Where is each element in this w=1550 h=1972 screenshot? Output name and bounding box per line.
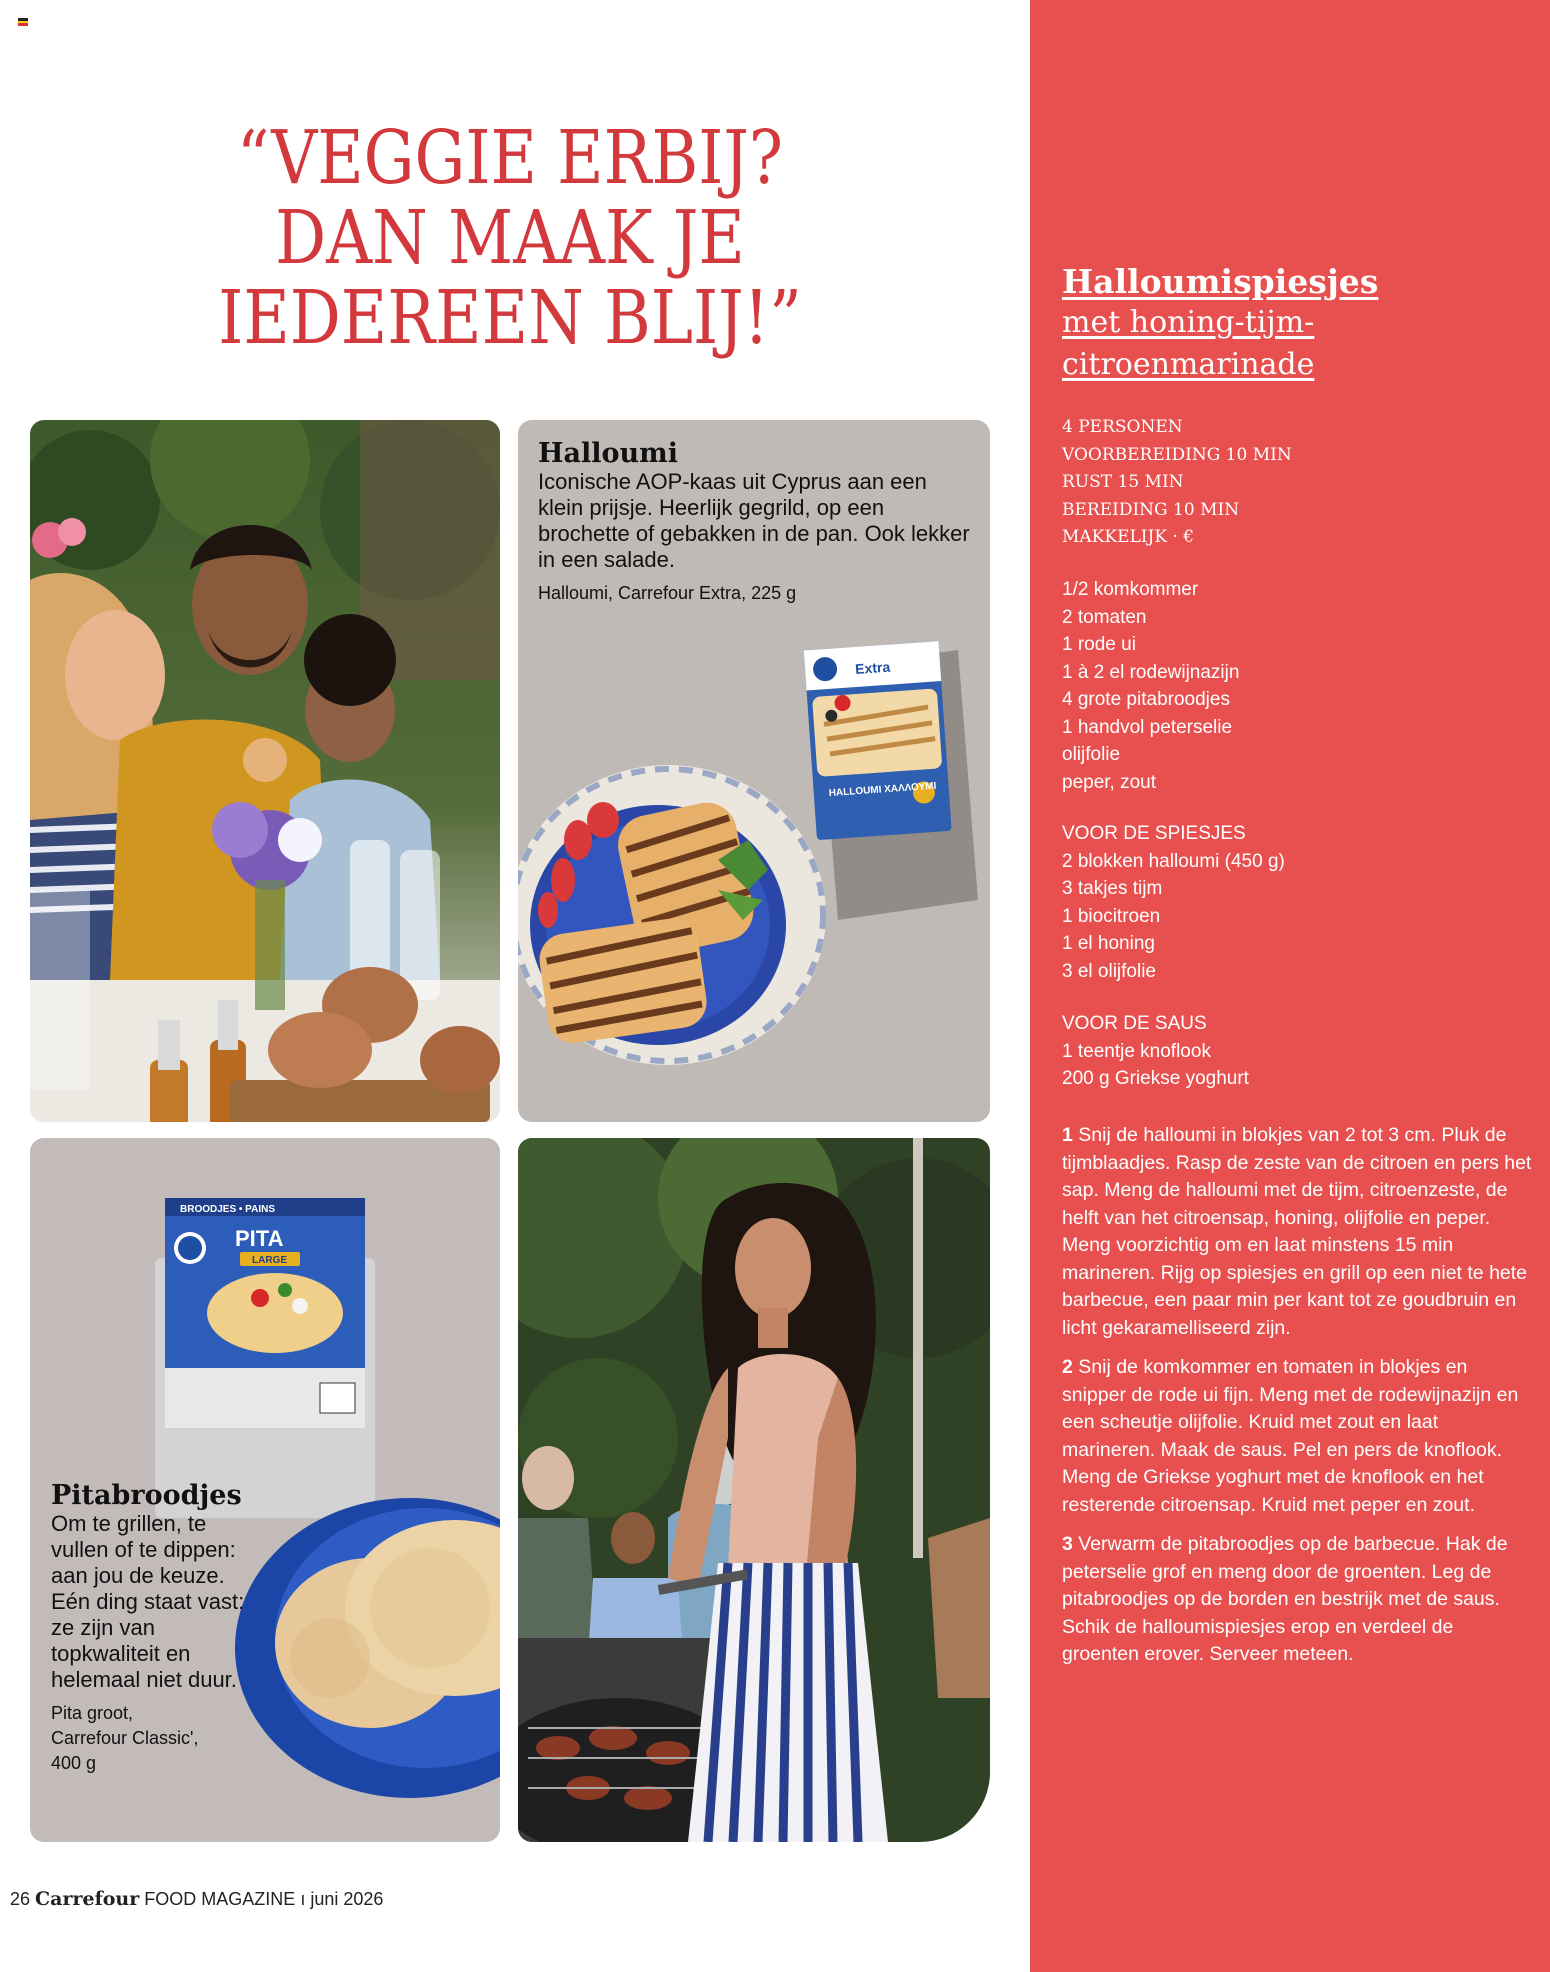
ingredient-item: 1 à 2 el rodewijnazijn — [1062, 661, 1240, 683]
footer-date: juni 2026 — [310, 1889, 384, 1909]
halloumi-description: Iconische AOP-kaas uit Cyprus aan een klein prijsje. Heerlijk gegrild, op een brochette of gebakken in de pan. Ook lekker in een salade. — [538, 469, 970, 572]
ingredient-item: 2 blokken halloumi (450 g) — [1062, 850, 1285, 872]
pita-package-size: LARGE — [252, 1255, 287, 1266]
pita-title: Pitabroodjes — [51, 1480, 242, 1511]
ingredient-item: 2 tomaten — [1062, 606, 1147, 628]
quote-line-3: IEDEREEN BLIJ!” — [218, 275, 802, 361]
ingredient-item: 1 handvol peterselie — [1062, 716, 1233, 738]
skewers-heading: VOOR DE SPIESJES — [1062, 823, 1246, 844]
ingredient-item: 1/2 komkommer — [1062, 579, 1199, 600]
page-footer — [10, 1888, 383, 1910]
quote-line-2: DAN MAAK JE — [275, 195, 745, 281]
step-1 — [1062, 1122, 1532, 1342]
ingredient-item: 200 g Griekse yoghurt — [1062, 1068, 1249, 1089]
recipe-steps — [1062, 1122, 1532, 1681]
meta-difficulty: MAKKELIJK · € — [1062, 527, 1195, 547]
headline-quote — [106, 115, 914, 361]
belgian-flag-icon — [18, 18, 28, 26]
ingredient-item: 1 biocitroen — [1062, 905, 1161, 927]
footer-magazine: FOOD MAGAZINE — [144, 1889, 296, 1909]
halloumi-info — [538, 438, 978, 605]
ingredient-item: 3 takjes tijm — [1062, 878, 1163, 899]
ingredient-item: 1 teentje knoflook — [1062, 1040, 1211, 1062]
footer-separator: ı — [300, 1889, 306, 1909]
ingredient-item: olijfolie — [1062, 744, 1121, 765]
package-brand-label: Extra — [854, 658, 891, 677]
recipe-meta — [1062, 414, 1292, 552]
recipe-title — [1062, 262, 1502, 386]
halloumi-title: Halloumi — [538, 438, 678, 469]
step-number: 1 — [1062, 1124, 1073, 1146]
halloumi-product: Halloumi, Carrefour Extra, 225 g — [538, 583, 797, 603]
pita-info — [51, 1480, 251, 1776]
recipe-title-bold: Halloumispiesjes — [1062, 262, 1379, 301]
ingredients-sauce — [1062, 1010, 1522, 1093]
ingredient-item: 1 rode ui — [1062, 634, 1136, 655]
footer-brand: Carrefour — [35, 1888, 140, 1910]
package-product-label: HALLOUMI ΧΑΛΛΟΥΜΙ — [828, 780, 937, 800]
barbecue-photo — [518, 1138, 990, 1842]
meta-persons: 4 PERSONEN — [1062, 417, 1183, 437]
step-3 — [1062, 1531, 1532, 1669]
family-dinner-photo — [30, 420, 500, 1122]
step-text: Snij de halloumi in blokjes van 2 tot 3 cm. Pluk de tijmblaadjes. Rasp de zeste van de citroen en pers het sap. Meng de halloumi met de tijm, citroenzeste, de helft van het citroensap, honing, olijfolie en peper. Meng voorzichtig om en laat minstens 15 min marineren. Rijg op spiesjes en grill op een niet te hete barbecue, een paar min per kant tot ze goudbruin en licht gekaramelliseerd zijn. — [1062, 1124, 1532, 1339]
meta-prep: VOORBEREIDING 10 MIN — [1062, 444, 1292, 465]
pita-product — [51, 1701, 251, 1776]
meta-rest: RUST 15 MIN — [1062, 472, 1184, 492]
ingredients-skewers — [1062, 820, 1522, 985]
recipe-title-rest: met honing-tijm-citroenmarinade — [1062, 305, 1315, 382]
pita-product-line-2: Carrefour Classic', — [51, 1728, 199, 1748]
pita-package-name: PITA — [235, 1226, 284, 1251]
ingredient-item: 4 grote pitabroodjes — [1062, 689, 1230, 710]
pita-description: Om te grillen, te vullen of te dippen: aan jou de keuze. Eén ding staat vast: ze zijn van topkwaliteit en helemaal niet duur. — [51, 1511, 245, 1692]
step-text: Snij de komkommer en tomaten in blokjes en snipper de rode ui fijn. Meng met de rodewijnazijn en een scheutje olijfolie. Kruid met zout en laat marineren. Maak de saus. Pel en pers de knoflook. Meng de Griekse yoghurt met de knoflook en het resterende citroensap. Kruid met peper en zout. — [1062, 1356, 1519, 1516]
ingredient-item: 3 el olijfolie — [1062, 960, 1156, 982]
meta-cook: BEREIDING 10 MIN — [1062, 499, 1240, 520]
ingredient-item: peper, zout — [1062, 771, 1157, 793]
page-number: 26 — [10, 1889, 31, 1909]
pita-package-top: BROODJES • PAINS — [180, 1204, 275, 1215]
step-text: Verwarm de pitabroodjes op de barbecue. Hak de peterselie grof en meng door de groenten. Leg de pitabroodjes op de borden en bestrijk met de saus. Schik de halloumispiesjes erop en verdeel de groenten erover. Serveer meteen. — [1062, 1533, 1508, 1665]
step-2 — [1062, 1354, 1532, 1519]
recipe-panel — [1030, 0, 1550, 1972]
sauce-heading: VOOR DE SAUS — [1062, 1013, 1207, 1034]
step-number: 3 — [1062, 1533, 1073, 1555]
pita-product-line-3: 400 g — [51, 1753, 97, 1773]
ingredients-main — [1062, 576, 1522, 796]
quote-line-1: “VEGGIE ERBIJ? — [236, 115, 784, 201]
ingredient-item: 1 el honing — [1062, 933, 1155, 954]
pita-product-line-1: Pita groot, — [51, 1703, 134, 1723]
step-number: 2 — [1062, 1356, 1073, 1378]
